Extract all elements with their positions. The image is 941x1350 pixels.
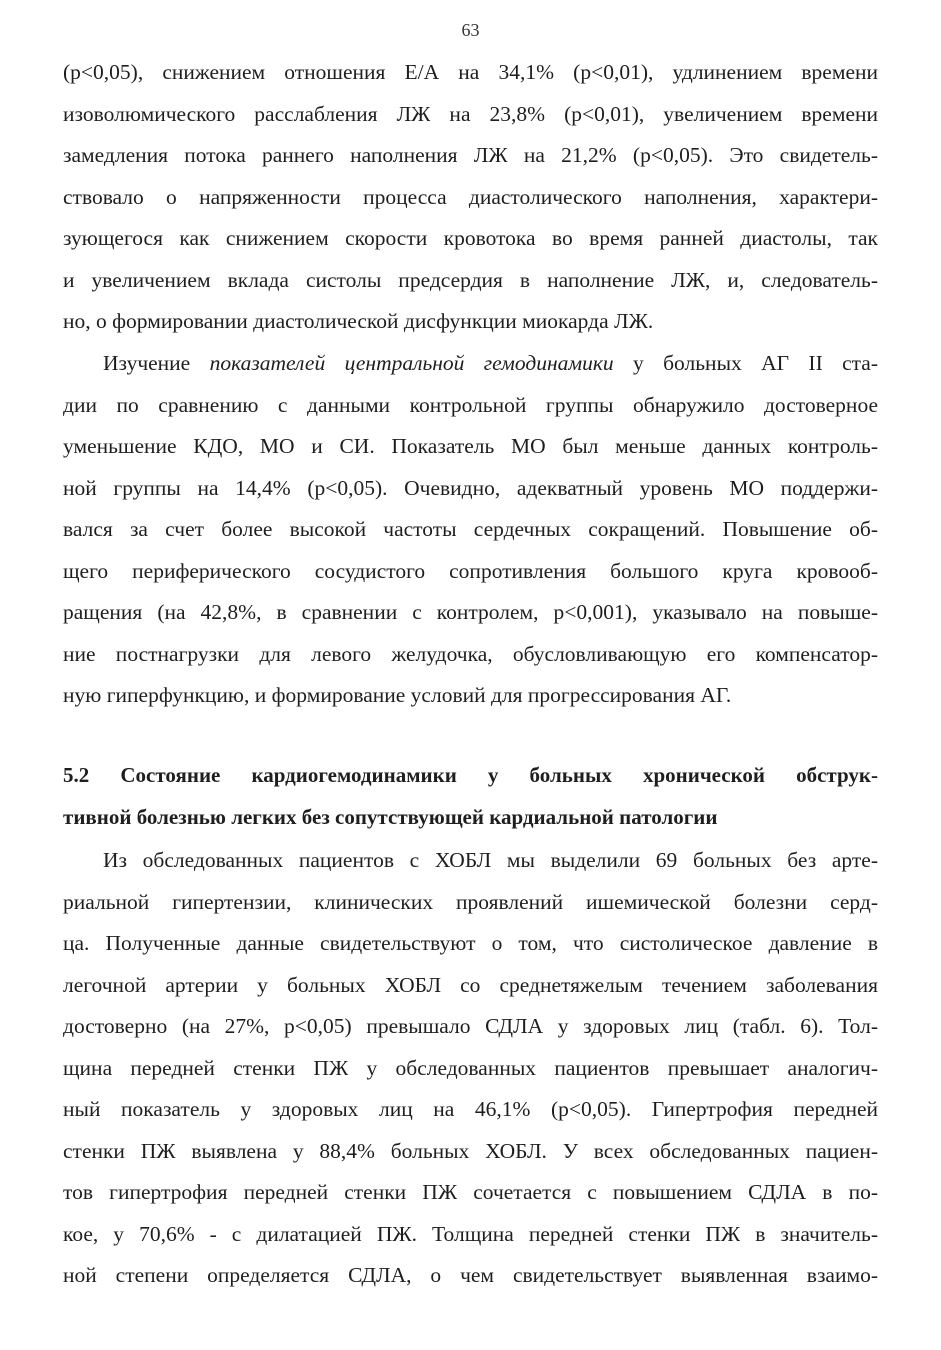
text-line: изоволюмического расслабления ЛЖ на 23,8% (p<0,01), увеличением времени	[63, 101, 878, 126]
text-line: ращения (на 42,8%, в сравнении с контролем, p<0,001), указывало на повыше-	[63, 600, 878, 624]
paragraph-diastolic-dysfunction	[63, 52, 878, 343]
text-line: Из обследованных пациентов с ХОБЛ мы выделили 69 больных без арте-	[103, 848, 878, 872]
text-line	[63, 343, 878, 385]
text-line: ной группы на 14,4% (p<0,05). Очевидно, адекватный уровень МО поддержи-	[63, 475, 878, 500]
text-line: вался за счет более высокой частоты сердечных сокращений. Повышение об-	[63, 517, 878, 541]
text-line: но, о формировании диастолической дисфункции миокарда ЛЖ.	[63, 309, 654, 333]
text-line: (p<0,05), снижением отношения Е/А на 34,1% (p<0,01), удлинением времени	[63, 60, 878, 84]
text-fragment: Изучение	[103, 351, 210, 375]
text-line: ствовало о напряженности процесса диастолического наполнения, характери-	[63, 184, 878, 209]
paragraph-copd-patients	[63, 840, 878, 1297]
text-line: тов гипертрофия передней стенки ПЖ сочетается с повышением СДЛА в по-	[63, 1180, 878, 1204]
text-line: щего периферического сосудистого сопротивления большого круга кровооб-	[63, 558, 878, 583]
section-heading	[63, 755, 878, 838]
text-fragment: у больных АГ II ста-	[613, 351, 878, 375]
text-line: и увеличением вклада систолы предсердия в наполнение ЛЖ, и, следователь-	[63, 267, 878, 292]
text-line: кое, у 70,6% - с дилатацией ПЖ. Толщина передней стенки ПЖ в значитель-	[63, 1221, 878, 1246]
heading-line: тивной болезнью легких без сопутствующей кардиальной патологии	[63, 804, 718, 829]
text-line: дии по сравнению с данными контрольной группы обнаружило достоверное	[63, 392, 878, 417]
text-line: уменьшение КДО, МО и СИ. Показатель МО был меньше данных контроль-	[63, 434, 878, 458]
paragraph-central-hemodynamics	[63, 343, 878, 717]
text-line: замедления потока раннего наполнения ЛЖ на 21,2% (p<0,05). Это свидетель-	[63, 143, 878, 167]
text-line: ца. Полученные данные свидетельствуют о том, что систолическое давление в	[63, 931, 878, 955]
text-line: ный показатель у здоровых лиц на 46,1% (p<0,05). Гипертрофия передней	[63, 1097, 878, 1121]
text-line: риальной гипертензии, клинических проявлений ишемической болезни серд-	[63, 889, 878, 914]
text-line: стенки ПЖ выявлена у 88,4% больных ХОБЛ. У всех обследованных пациен-	[63, 1138, 878, 1163]
text-line: щина передней стенки ПЖ у обследованных пациентов превышает аналогич-	[63, 1055, 878, 1080]
text-line: достоверно (на 27%, p<0,05) превышало СДЛА у здоровых лиц (табл. 6). Тол-	[63, 1014, 878, 1038]
text-line: легочной артерии у больных ХОБЛ со среднетяжелым течением заболевания	[63, 972, 878, 997]
text-line: зующегося как снижением скорости кровотока во время ранней диастолы, так	[63, 226, 878, 250]
text-line: ной степени определяется СДЛА, о чем свидетельствует выявленная взаимо-	[63, 1263, 878, 1287]
emphasized-term: показателей центральной гемодинамики	[209, 351, 614, 375]
page-number: 63	[461, 20, 480, 40]
text-line: ную гиперфункцию, и формирование условий для прогрессирования АГ.	[63, 683, 732, 707]
heading-line: 5.2 Состояние кардиогемодинамики у больных хронической обструк-	[63, 763, 878, 787]
text-line: ние постнагрузки для левого желудочка, обусловливающую его компенсатор-	[63, 641, 878, 666]
